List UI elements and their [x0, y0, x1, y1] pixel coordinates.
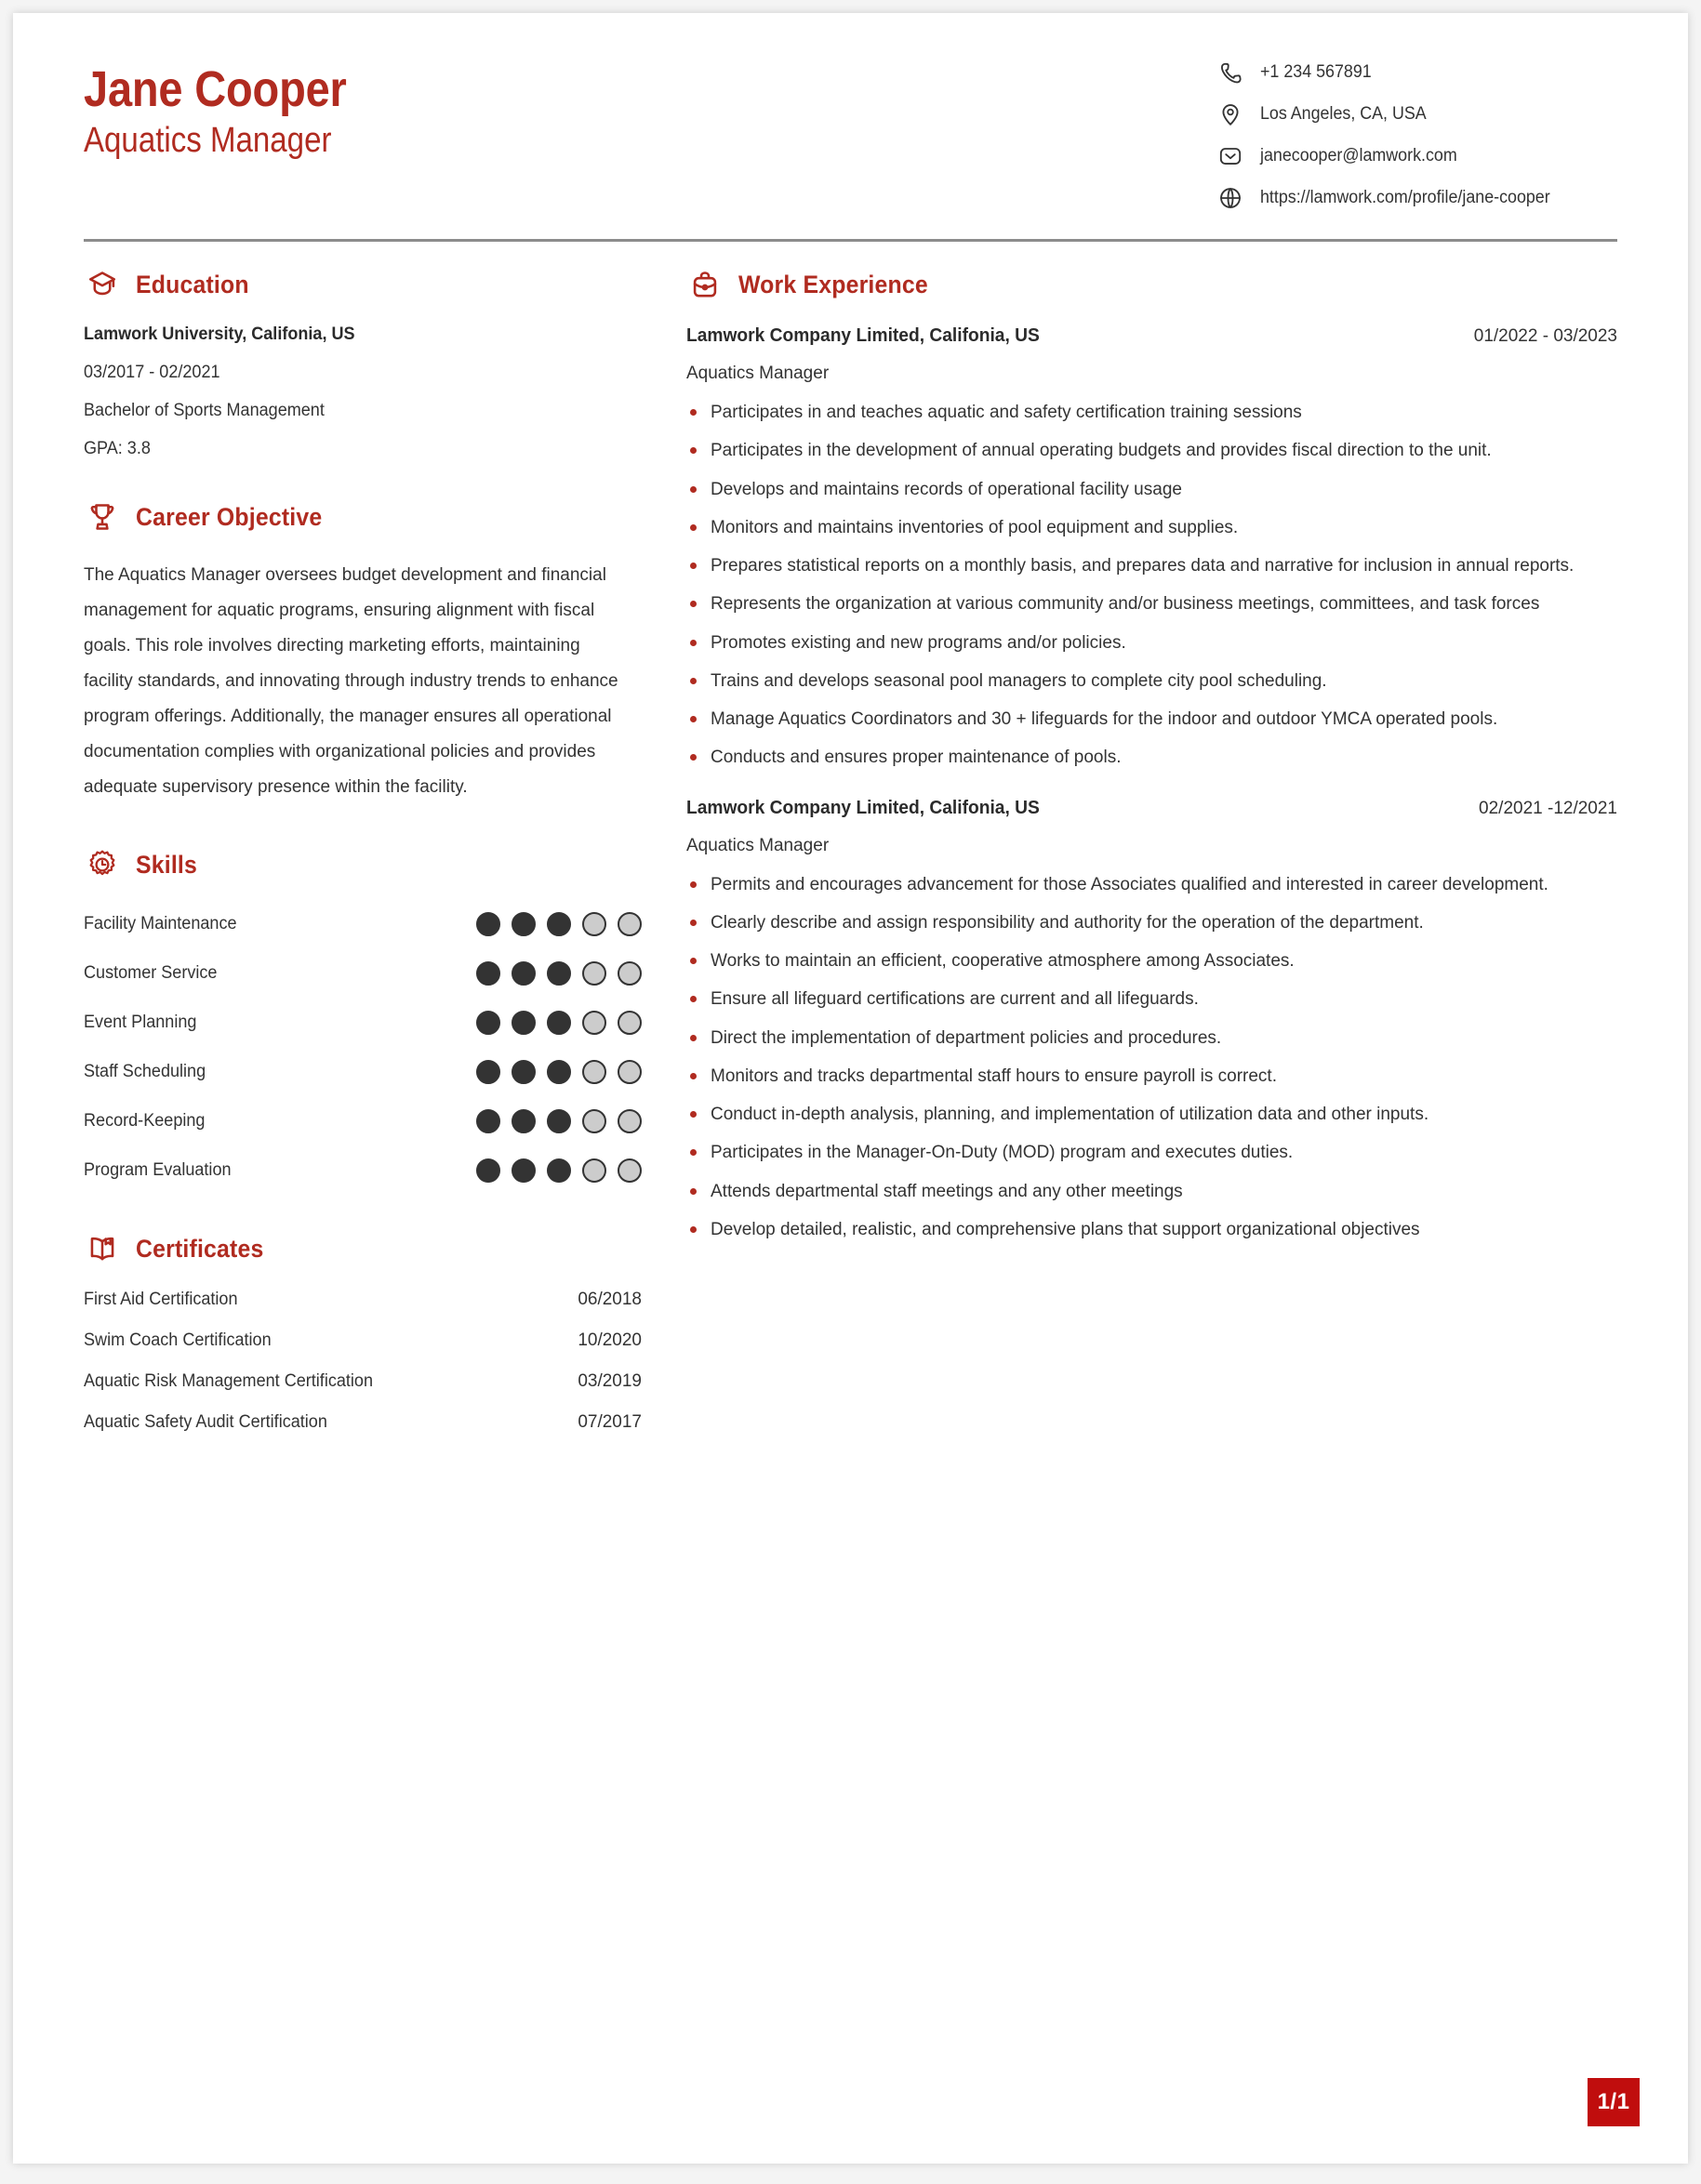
rating-dot-empty: [618, 1060, 642, 1084]
certificate-row: [84, 1330, 642, 1351]
candidate-job-title: Aquatics Manager: [84, 120, 332, 160]
rating-dot-filled: [512, 1109, 536, 1133]
skill-label: Facility Maintenance: [84, 914, 237, 933]
job-bullet: Clearly describe and assign responsibility and authority for the operation of the department.: [686, 907, 1617, 938]
jobs-list: [686, 325, 1617, 1245]
certificate-date: 06/2018: [578, 1290, 642, 1309]
skills-heading: Skills: [136, 850, 198, 879]
education-heading-row: [84, 266, 642, 303]
job-header: [686, 798, 1617, 819]
section-career-objective: [84, 498, 642, 805]
rating-dot-empty: [618, 1011, 642, 1035]
skill-label: Event Planning: [84, 1013, 197, 1032]
work-heading: Work Experience: [738, 270, 928, 298]
skill-row: [84, 1053, 642, 1091]
email-icon: [1217, 143, 1243, 169]
rating-dot-filled: [547, 1109, 571, 1133]
rating-dot-filled: [547, 961, 571, 986]
certificates-heading: Certificates: [136, 1234, 264, 1263]
briefcase-icon: [686, 266, 724, 303]
job-bullet: Represents the organization at various community and/or business meetings, committees, and task forces: [686, 589, 1617, 619]
resume-sheet: [13, 13, 1688, 2164]
resume-header: [13, 13, 1688, 211]
job-bullet: Conduct in-depth analysis, planning, and implementation of utilization data and other inputs.: [686, 1099, 1617, 1130]
skill-row: [84, 1004, 642, 1041]
job-bullet: Works to maintain an efficient, cooperative atmosphere among Associates.: [686, 946, 1617, 976]
job-dates: 01/2022 - 03/2023: [1473, 326, 1617, 346]
rating-dot-empty: [582, 1060, 606, 1084]
job-bullet: Ensure all lifeguard certifications are current and all lifeguards.: [686, 984, 1617, 1014]
section-education: [84, 266, 642, 457]
skills-list: [84, 906, 642, 1189]
objective-heading: Career Objective: [136, 502, 323, 531]
job-bullet: Attends departmental staff meetings and any other meetings: [686, 1176, 1617, 1207]
phone-icon: [1217, 60, 1243, 86]
education-gpa: GPA: 3.8: [84, 439, 151, 458]
job-bullet: Prepares statistical reports on a monthly basis, and prepares data and narrative for inclusion in annual reports.: [686, 550, 1617, 581]
contact-email-value: janecooper@lamwork.com: [1260, 146, 1457, 165]
job-entry: [686, 325, 1617, 774]
certificate-name: Swim Coach Certification: [84, 1330, 272, 1350]
gear-clock-icon: [84, 846, 121, 883]
job-bullet: Participates in the development of annual operating budgets and provides fiscal direction to the unit.: [686, 435, 1617, 466]
rating-dot-empty: [618, 1158, 642, 1183]
resume-body: [13, 242, 1688, 1433]
job-bullet: Develops and maintains records of operational facility usage: [686, 474, 1617, 505]
skill-row: [84, 1152, 642, 1189]
job-bullet: Develop detailed, realistic, and comprehensive plans that support organizational objectives: [686, 1214, 1617, 1245]
rating-dot-filled: [476, 1109, 500, 1133]
education-dates: 03/2017 - 02/2021: [84, 363, 220, 382]
job-role: Aquatics Manager: [686, 364, 830, 383]
rating-dot-empty: [582, 1158, 606, 1183]
skill-row: [84, 1103, 642, 1140]
rating-dot-filled: [476, 961, 500, 986]
skill-rating-dots: [476, 1158, 642, 1183]
rating-dot-filled: [547, 1158, 571, 1183]
job-bullet: Permits and encourages advancement for those Associates qualified and interested in career development.: [686, 869, 1617, 900]
rating-dot-empty: [618, 961, 642, 986]
globe-icon: [1217, 185, 1243, 211]
rating-dot-empty: [618, 1109, 642, 1133]
rating-dot-filled: [476, 1011, 500, 1035]
contact-block: [1217, 56, 1617, 211]
objective-text: The Aquatics Manager oversees budget development and financial management for aquatic programs, ensuring alignment with fiscal goals. This role involves directing marketing efforts, maintaining facility standards, and innovating through industry trends to enhance program offerings. Additionally, the manager ensures all operational documentation complies with organizational policies and provides adequate supervisory presence within the facility.: [84, 565, 618, 797]
certificate-date: 07/2017: [578, 1412, 642, 1432]
contact-website[interactable]: [1217, 185, 1617, 211]
education-school: Lamwork University, Califonia, US: [84, 324, 355, 344]
rating-dot-filled: [547, 1060, 571, 1084]
skill-label: Record-Keeping: [84, 1111, 206, 1131]
rating-dot-filled: [547, 912, 571, 936]
job-bullet: Participates in and teaches aquatic and safety certification training sessions: [686, 397, 1617, 428]
job-bullet: Monitors and tracks departmental staff hours to ensure payroll is correct.: [686, 1061, 1617, 1092]
job-bullet-list: [686, 397, 1617, 774]
job-header: [686, 325, 1617, 347]
skill-rating-dots: [476, 1011, 642, 1035]
rating-dot-filled: [476, 1060, 500, 1084]
job-company: Lamwork Company Limited, Califonia, US: [686, 797, 1040, 818]
section-work-experience: [686, 266, 1617, 1245]
open-book-icon: [84, 1230, 121, 1267]
certificate-name: First Aid Certification: [84, 1290, 238, 1309]
contact-location-value: Los Angeles, CA, USA: [1260, 104, 1427, 124]
candidate-name: Jane Cooper: [84, 61, 347, 117]
skill-row: [84, 955, 642, 992]
certificate-date: 10/2020: [578, 1330, 642, 1350]
rating-dot-empty: [582, 1011, 606, 1035]
location-icon: [1217, 101, 1243, 127]
certificate-name: Aquatic Safety Audit Certification: [84, 1412, 327, 1432]
rating-dot-filled: [512, 1060, 536, 1084]
skill-rating-dots: [476, 961, 642, 986]
job-bullet: Manage Aquatics Coordinators and 30 + lifeguards for the indoor and outdoor YMCA operated pools.: [686, 704, 1617, 735]
rating-dot-empty: [618, 912, 642, 936]
rating-dot-filled: [512, 1158, 536, 1183]
page-number-badge: 1/1: [1588, 2078, 1640, 2126]
section-skills: [84, 846, 642, 1189]
certificates-list: [84, 1290, 642, 1433]
job-entry: [686, 798, 1617, 1246]
job-bullet: Trains and develops seasonal pool managers to complete city pool scheduling.: [686, 666, 1617, 696]
skill-rating-dots: [476, 912, 642, 936]
job-bullet: Conducts and ensures proper maintenance of pools.: [686, 742, 1617, 773]
right-column: [686, 266, 1617, 1245]
skill-rating-dots: [476, 1109, 642, 1133]
job-dates: 02/2021 -12/2021: [1479, 798, 1617, 818]
rating-dot-filled: [547, 1011, 571, 1035]
job-bullet: Participates in the Manager-On-Duty (MOD) program and executes duties.: [686, 1137, 1617, 1168]
skill-rating-dots: [476, 1060, 642, 1084]
contact-phone-value: +1 234 567891: [1260, 62, 1372, 82]
certificate-row: [84, 1371, 642, 1392]
certificates-heading-row: [84, 1230, 642, 1267]
certificate-date: 03/2019: [578, 1371, 642, 1391]
job-role: Aquatics Manager: [686, 835, 830, 855]
education-degree: Bachelor of Sports Management: [84, 401, 325, 420]
trophy-icon: [84, 498, 121, 536]
skill-label: Program Evaluation: [84, 1160, 232, 1180]
job-bullet-list: [686, 869, 1617, 1246]
certificate-row: [84, 1412, 642, 1433]
rating-dot-filled: [512, 961, 536, 986]
job-bullet: Direct the implementation of department policies and procedures.: [686, 1023, 1617, 1053]
rating-dot-empty: [582, 912, 606, 936]
rating-dot-filled: [476, 912, 500, 936]
graduation-cap-icon: [84, 266, 121, 303]
objective-heading-row: [84, 498, 642, 536]
contact-email[interactable]: [1217, 143, 1617, 169]
certificate-row: [84, 1290, 642, 1310]
skill-row: [84, 906, 642, 943]
contact-website-value: https://lamwork.com/profile/jane-cooper: [1260, 188, 1550, 207]
contact-phone[interactable]: [1217, 60, 1617, 86]
job-bullet: Promotes existing and new programs and/or policies.: [686, 628, 1617, 658]
work-heading-row: [686, 266, 1617, 303]
skills-heading-row: [84, 846, 642, 883]
education-heading: Education: [136, 270, 249, 298]
skill-label: Staff Scheduling: [84, 1062, 206, 1081]
identity-block: [84, 56, 386, 162]
job-company: Lamwork Company Limited, Califonia, US: [686, 325, 1040, 346]
certificate-name: Aquatic Risk Management Certification: [84, 1371, 374, 1391]
section-certificates: [84, 1230, 642, 1433]
rating-dot-filled: [476, 1158, 500, 1183]
left-column: [84, 266, 642, 1433]
skill-label: Customer Service: [84, 963, 218, 983]
rating-dot-empty: [582, 1109, 606, 1133]
rating-dot-filled: [512, 1011, 536, 1035]
rating-dot-empty: [582, 961, 606, 986]
contact-location[interactable]: [1217, 101, 1617, 127]
job-bullet: Monitors and maintains inventories of pool equipment and supplies.: [686, 512, 1617, 543]
rating-dot-filled: [512, 912, 536, 936]
